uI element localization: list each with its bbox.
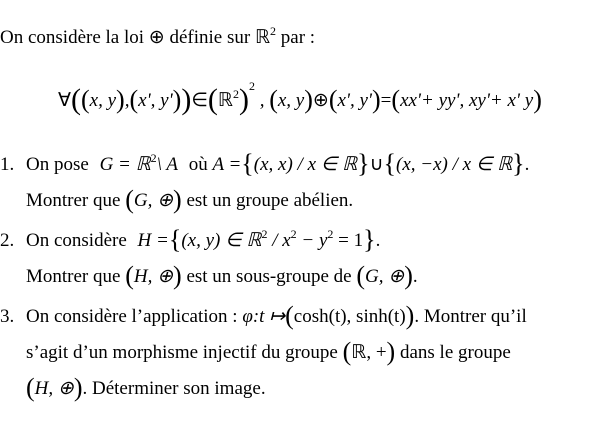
item-3-line-2: s’agit d’un morphisme injectif du groupe (ℝ, +) dans le groupe: [26, 337, 511, 366]
math-g-group: G, ⊕: [133, 190, 174, 211]
item-text: On considère: [26, 230, 127, 251]
math-r-group: ℝ, +: [351, 342, 387, 363]
power-exponent: 2: [248, 79, 255, 93]
pair-xpyp: x', y': [138, 90, 173, 111]
item-1-line-2: Montrer que (G, ⊕) est un groupe abélien.: [26, 185, 354, 214]
math-h-group: H, ⊕: [34, 378, 74, 399]
item-text: est un sous-groupe de: [186, 266, 352, 287]
r-exponent: 2: [232, 87, 239, 101]
intro-line: [0, 26, 315, 50]
pair-xy-2: x, y: [277, 90, 305, 111]
set-antidiagonal: (x, −x) / x ∈ ℝ: [396, 154, 513, 175]
math-cosh-sinh: cosh(t), sinh(t): [293, 306, 406, 327]
math-a-def: A =: [212, 154, 242, 175]
set-h-part: / x: [267, 230, 291, 251]
item-number: 1.: [0, 154, 15, 175]
definition-result: xx'+ yy', xy'+ x' y: [400, 90, 534, 111]
exponent: 2: [290, 227, 297, 241]
set-h-part: = 1: [333, 230, 364, 251]
item-text: s’agit d’un morphisme injectif du groupe: [26, 342, 338, 363]
pair-xy: x, y: [89, 90, 117, 111]
item-number: 2.: [0, 230, 15, 251]
r2-symbol: ℝ: [254, 27, 271, 48]
math-phi-map: φ:t ↦: [242, 306, 286, 327]
period: .: [375, 230, 381, 251]
set-h-part: (x, y) ∈ ℝ: [181, 230, 262, 251]
intro-text-after: par :: [280, 27, 316, 48]
intro-text-middle: définie sur: [169, 27, 251, 48]
math-g-def: G = ℝ: [99, 154, 151, 175]
r2-exponent: 2: [270, 24, 277, 38]
period: .: [524, 154, 530, 175]
item-text: Montrer que: [26, 266, 121, 287]
in-symbol: ∈: [191, 90, 208, 111]
item-text: est un groupe abélien.: [186, 190, 354, 211]
item-3-line-1: 3. On considère l’application : φ:t ↦(cosh(t), sinh(t)). Montrer qu’il: [0, 301, 527, 330]
oplus-symbol: ⊕: [148, 27, 165, 48]
oplus-op: ⊕: [312, 90, 329, 111]
intro-text-before: On considère la loi: [0, 27, 145, 48]
item-2-line-1: 2. On considère H ={(x, y) ∈ ℝ$^2$ / $x^2 - y^2 = 1$}.: [0, 225, 381, 254]
math-h-group: H, ⊕: [133, 266, 174, 287]
item-text: Montrer que: [26, 190, 121, 211]
math-g-group: G, ⊕: [365, 266, 405, 287]
item-2-line-2: Montrer que (H, ⊕) est un sous-groupe de (G, ⊕).: [26, 261, 418, 290]
exponent: 2: [327, 227, 334, 241]
exponent: 2: [261, 227, 268, 241]
item-text: où: [188, 154, 208, 175]
exponent: 2: [150, 151, 157, 165]
forall-symbol: ∀: [58, 90, 71, 111]
union-symbol: ∪: [369, 154, 384, 175]
item-text: dans le groupe: [399, 342, 511, 363]
item-1-line-1: 1. On pose G = ℝ$^2$\ A où A ={(x, x) / x ∈ ℝ}∪{(x, −x) / x ∈ ℝ}.: [0, 149, 530, 178]
set-diagonal: (x, x) / x ∈ ℝ: [253, 154, 358, 175]
item-text: . Montrer qu’il: [414, 306, 527, 327]
math-setminus: \ A: [156, 154, 178, 175]
item-text: On considère l’application :: [26, 306, 238, 327]
period: .: [412, 266, 418, 287]
definition-formula: ∀((x, y),(x', y'))∈(ℝ$^2$)$^2$ , (x, y)⊕(x', y')=(xx'+ yy', xy'+ x' y): [58, 79, 542, 116]
item-text: On pose: [26, 154, 89, 175]
pair-xpyp-2: x', y': [337, 90, 372, 111]
item-number: 3.: [0, 306, 15, 327]
item-3-line-3: (H, ⊕). Déterminer son image.: [26, 373, 266, 402]
r-symbol: ℝ: [217, 90, 233, 111]
math-h-def: H =: [137, 230, 169, 251]
set-h-part: − y: [296, 230, 328, 251]
item-text: . Déterminer son image.: [82, 378, 266, 399]
equals-symbol: =: [380, 90, 392, 111]
